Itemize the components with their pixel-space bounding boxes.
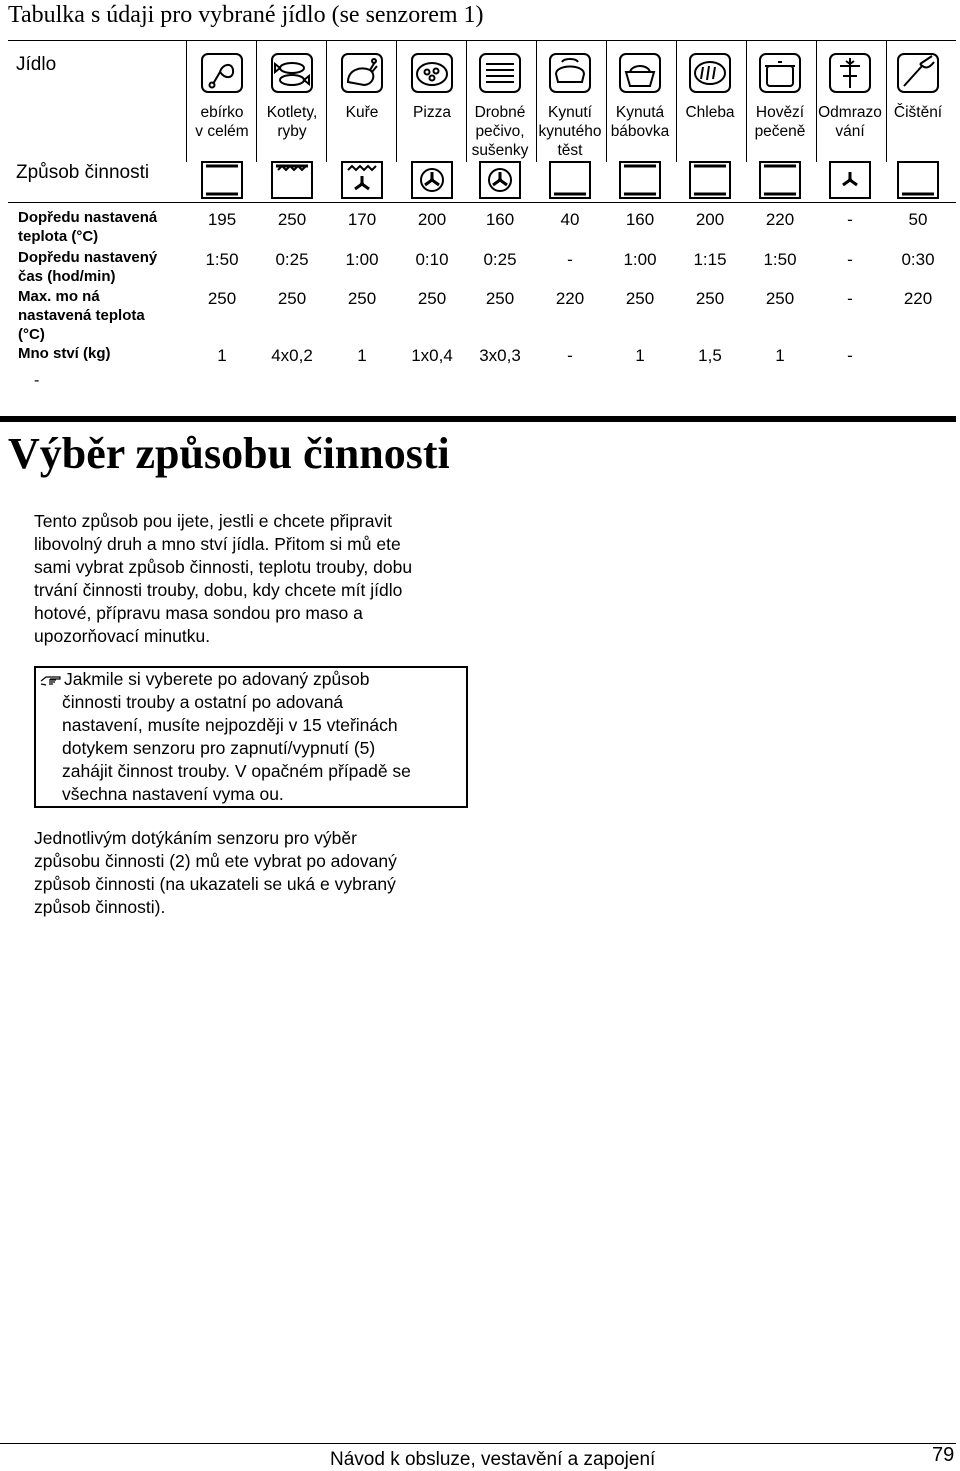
column-heading: Chleba xyxy=(685,104,735,121)
paragraph-line: hotové, přípravu masa sondou pro maso a xyxy=(34,603,363,623)
table-cell: - xyxy=(847,250,853,269)
bottom-heat-icon xyxy=(896,158,940,202)
note-box xyxy=(34,666,468,808)
table-cell: - xyxy=(847,210,853,229)
paragraph-line: způsob činnosti). xyxy=(34,897,166,917)
row-label: Dopředu nastavený čas (hod/min) xyxy=(18,249,158,285)
table-cell: 50 xyxy=(908,210,928,229)
grill-icon xyxy=(270,158,314,202)
table-cell: 40 xyxy=(560,210,580,229)
table-cell: 250 xyxy=(695,289,725,308)
table-cell: 1:00 xyxy=(345,250,379,269)
food-label: Jídlo xyxy=(16,54,57,75)
mode-label: Způsob činnosti xyxy=(16,162,150,183)
section-title: Výběr způsobu činnosti xyxy=(8,429,450,478)
column-heading: Kynutí kynutého těst xyxy=(538,104,602,159)
table-cell: 160 xyxy=(625,210,655,229)
paragraph-line: Jednotlivým dotýkáním senzoru pro výběr xyxy=(34,828,357,848)
note-line: dotykem senzoru pro zapnutí/vypnutí (5) xyxy=(62,738,376,758)
table-cell: - xyxy=(847,346,853,365)
table-cell: 1:00 xyxy=(623,250,657,269)
page-heading: Tabulka s údaji pro vybrané jídlo (se senzorem 1) xyxy=(8,2,484,28)
footer-rule xyxy=(0,1443,956,1444)
column-heading: Hovězí pečeně xyxy=(754,104,806,140)
bundt-cake-icon xyxy=(618,52,662,94)
poultry-leg-icon xyxy=(200,52,244,94)
top-bottom-heat-icon xyxy=(200,158,244,202)
table-cell: 250 xyxy=(417,289,447,308)
column-heading: ebírko v celém xyxy=(195,104,249,140)
trailing-dash: - xyxy=(34,372,40,389)
note-line: všechna nastavení vyma ou. xyxy=(62,784,284,804)
column-heading: Drobné pečivo, sušenky xyxy=(471,104,529,159)
table-cell: 250 xyxy=(625,289,655,308)
fish-icon xyxy=(270,52,314,94)
chicken-icon xyxy=(340,52,384,94)
defrost-icon xyxy=(828,52,872,94)
row-label: Max. mo ná nastavená teplota (°C) xyxy=(18,288,145,343)
table-cell: - xyxy=(847,289,853,308)
table-cell: 220 xyxy=(765,210,795,229)
table-cell: 250 xyxy=(347,289,377,308)
grill-fan-icon xyxy=(340,158,384,202)
top-bottom-heat-icon xyxy=(688,158,732,202)
intro-paragraph xyxy=(34,510,412,648)
pointing-hand-icon xyxy=(40,672,62,688)
column-heading: Kuře xyxy=(345,104,379,121)
table-cell: 1 xyxy=(357,346,367,365)
column-divider xyxy=(606,40,607,162)
table-cell: 160 xyxy=(485,210,515,229)
paragraph-line: libovolný druh a mno ství jídla. Přitom si mů ete xyxy=(34,534,401,554)
selection-paragraph xyxy=(34,827,397,919)
column-divider xyxy=(746,40,747,162)
column-divider xyxy=(676,40,677,162)
cleaning-brush-icon xyxy=(896,52,940,94)
row-label: Mno ství (kg) xyxy=(18,345,111,362)
table-cell: 0:25 xyxy=(483,250,517,269)
table-cell: 200 xyxy=(695,210,725,229)
table-cell: 250 xyxy=(485,289,515,308)
table-cell: 250 xyxy=(765,289,795,308)
pizza-icon xyxy=(410,52,454,94)
table-cell: 195 xyxy=(207,210,237,229)
column-divider xyxy=(186,40,187,162)
page-number: 79 xyxy=(932,1444,955,1466)
column-heading: Čištění xyxy=(893,104,943,121)
table-cell: 250 xyxy=(207,289,237,308)
table-cell: - xyxy=(567,346,573,365)
table-cell: 0:10 xyxy=(415,250,449,269)
column-divider xyxy=(396,40,397,162)
row-label: Dopředu nastavená teplota (°C) xyxy=(18,209,158,245)
table-cell: 250 xyxy=(277,210,307,229)
table-cell: 0:30 xyxy=(901,250,935,269)
bottom-heat-icon xyxy=(548,158,592,202)
paragraph-line: způsob činnosti (na ukazateli se uká e vybraný xyxy=(34,874,396,894)
roasting-pot-icon xyxy=(758,52,802,94)
table-cell: 1:50 xyxy=(205,250,239,269)
table-cell: 250 xyxy=(277,289,307,308)
table-cell: 1:15 xyxy=(693,250,727,269)
note-line: Jakmile si vyberete po adovaný způsob xyxy=(64,669,370,689)
table-cell: 220 xyxy=(903,289,933,308)
top-bottom-heat-icon xyxy=(618,158,662,202)
hot-air-ring-icon xyxy=(478,158,522,202)
table-cell: 200 xyxy=(417,210,447,229)
note-line: zahájit činnost trouby. V opačném případě se xyxy=(62,761,411,781)
table-cell: 3x0,3 xyxy=(479,346,521,365)
fan-icon xyxy=(828,158,872,202)
column-divider xyxy=(326,40,327,162)
table-cell: 1:50 xyxy=(763,250,797,269)
column-heading: Pizza xyxy=(413,104,451,121)
cookies-icon xyxy=(478,52,522,94)
note-line: nastavení, musíte nejpozději v 15 vteřinách xyxy=(62,715,398,735)
table-cell: - xyxy=(567,250,573,269)
rising-dough-icon xyxy=(548,52,592,94)
table-cell: 1 xyxy=(217,346,227,365)
column-divider xyxy=(886,40,887,162)
column-divider xyxy=(816,40,817,162)
top-bottom-heat-icon xyxy=(758,158,802,202)
table-row-divider xyxy=(8,202,956,203)
hot-air-ring-icon xyxy=(410,158,454,202)
table-cell: 1 xyxy=(635,346,645,365)
table-cell: 0:25 xyxy=(275,250,309,269)
table-cell: 4x0,2 xyxy=(271,346,313,365)
footer-text: Návod k obsluze, vestavění a zapojení xyxy=(330,1449,656,1470)
paragraph-line: upozorňovací minutku. xyxy=(34,626,211,646)
table-top-border xyxy=(8,40,956,41)
table-cell: 1x0,4 xyxy=(411,346,453,365)
paragraph-line: sami vybrat způsob činnosti, teplotu trouby, dobu xyxy=(34,557,413,577)
table-cell: 1 xyxy=(775,346,785,365)
table-cell: 170 xyxy=(347,210,377,229)
section-rule xyxy=(0,416,956,422)
column-divider xyxy=(256,40,257,162)
paragraph-line: Tento způsob pou ijete, jestli e chcete připravit xyxy=(34,511,392,531)
table-cell: 220 xyxy=(555,289,585,308)
column-heading: Kotlety, ryby xyxy=(266,104,318,140)
paragraph-line: trvání činnosti trouby, dobu, kdy chcete mít jídlo xyxy=(34,580,403,600)
column-heading: Kynutá bábovka xyxy=(610,104,670,140)
column-heading: Odmrazo vání xyxy=(818,104,882,140)
paragraph-line: způsobu činnosti (2) mů ete vybrat po adovaný xyxy=(34,851,397,871)
bread-icon xyxy=(688,52,732,94)
note-line: činnosti trouby a ostatní po adovaná xyxy=(62,692,344,712)
table-cell: 1,5 xyxy=(698,346,722,365)
